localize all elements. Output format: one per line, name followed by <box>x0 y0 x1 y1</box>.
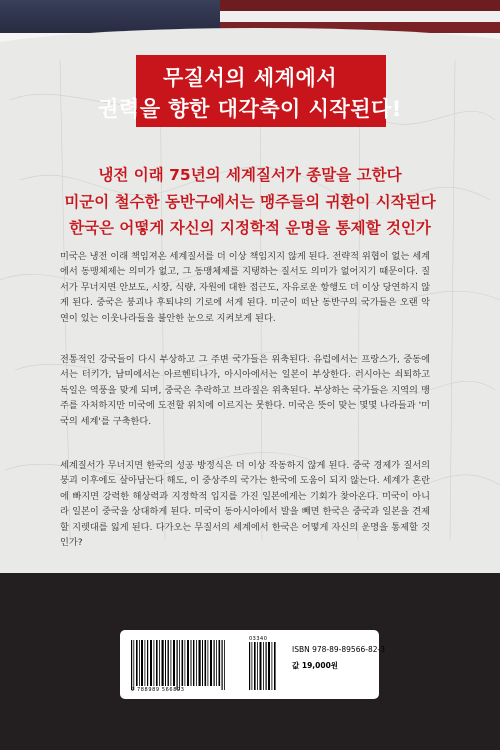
headline-2: 미군이 철수한 동반구에서는 맹주들의 귀환이 시작된다 <box>64 193 436 211</box>
barcode-image <box>131 640 231 690</box>
body-paragraph-1: 미국은 냉전 이래 책임져온 세계질서를 더 이상 책임지지 않게 된다. 전략적 위협이 없는 세계에서 동맹체제는 의미가 없고, 그 동맹체제를 지탱하는 질서도 의미가 없어지기 때문이다. 질서가 무너지면 안보도, 시장, 식량, 자원에 대한 접근도, 자유로운 항행도 더 이상 당연하지 않게 된다. 중국은 붕괴나 후퇴냐의 기로에 서게 된다. 미군이 떠난 동반구의 국가들은 오랜 악연이 있는 이웃나라들을 불안한 눈으로 지켜보게 된다. <box>60 251 430 324</box>
addon-code: 03340 <box>249 636 268 642</box>
body-paragraph-2: 전통적인 강국들이 다시 부상하고 그 주변 국가들은 위축된다. 유럽에서는 프랑스가, 중동에서는 터키가, 남미에서는 아르헨티나가, 아시아에서는 일본이 부상한다. 러시아는 쇠퇴하고 독일은 역풍을 맞게 되며, 중국은 추락하고 브라질은 위축된다. 부상하는 국가들은 지역의 맹주를 자처하지만 미국에 도전할 위치에 이르지는 못한다. 미국은 뜻이 맞는 몇몇 나라들과 '미국의 세계'를 구축한다. <box>60 354 430 427</box>
cover-title-line-2: 권력을 향한 대각축이 시작된다! <box>98 97 402 121</box>
flag-stripe <box>220 11 500 22</box>
headline-1: 냉전 이래 75년의 세계질서가 종말을 고한다 <box>98 166 402 184</box>
body-paragraph-3: 세계질서가 무너지면 한국의 성공 방정식은 더 이상 작동하지 않게 된다. 중국 경제가 질서의 붕괴 이후에도 살아남는다 해도, 이 중상주의 국가는 한국에 도움이 되지 않는다. 세계가 혼란에 빠지면 강력한 해상력과 지정학적 입지를 가진 일본에게는 기회가 찾아온다. 미국이 아니라 일본이 중국을 상대하게 된다. 미국이 동아시아에서 발을 빼면 한국은 중국과 일본을 견제할 지렛대를 잃게 된다. 다가오는 무질서의 세계에서 한국은 어떻게 자신의 운명을 통제할 것인가? <box>60 460 430 549</box>
price-label: 값 19,000원 <box>292 661 339 670</box>
addon-barcode-image <box>249 642 277 690</box>
headline-3: 한국은 어떻게 자신의 지정학적 운명을 통제할 것인가 <box>69 219 431 237</box>
cover-title-line-1: 무질서의 세계에서 <box>162 66 338 90</box>
barcode-digits: 9 788989 566823 <box>131 687 185 693</box>
flag-stripe <box>220 0 500 11</box>
isbn-number: ISBN 978-89-89566-82-3 <box>292 645 385 654</box>
